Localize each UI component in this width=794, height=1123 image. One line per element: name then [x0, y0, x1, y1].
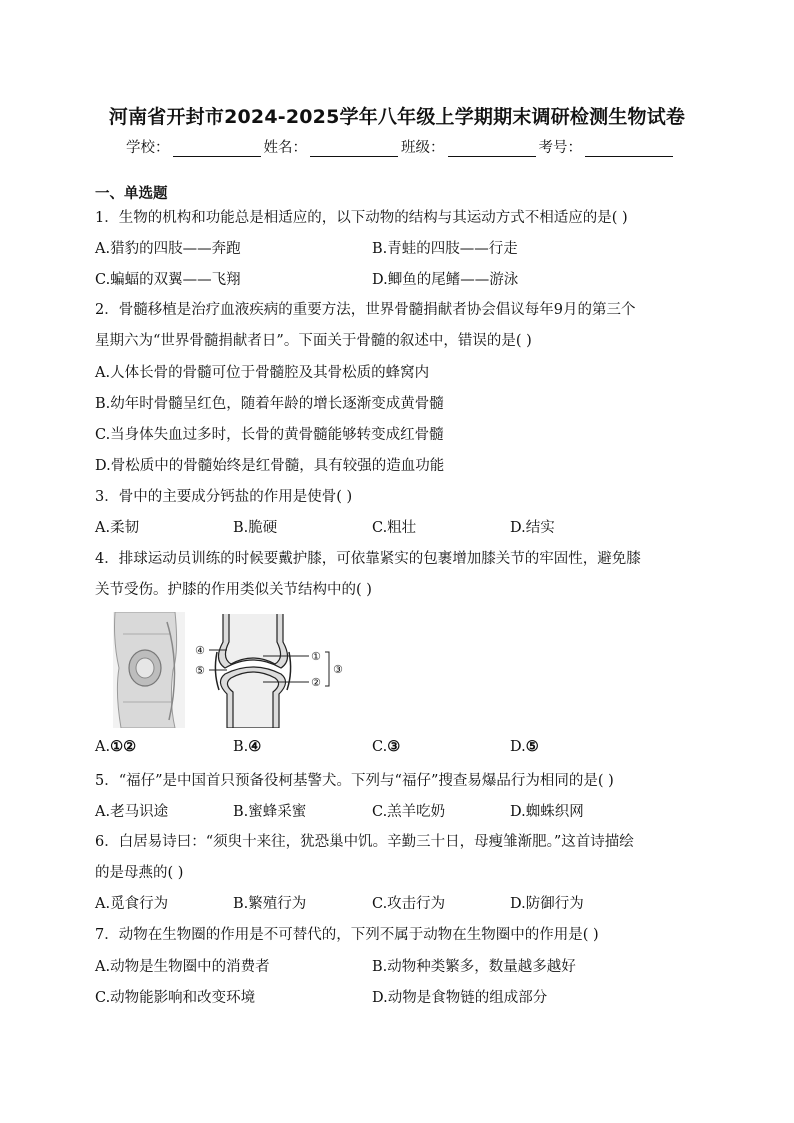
- name-label: 姓名：: [263, 140, 307, 156]
- class-blank[interactable]: [448, 140, 536, 157]
- joint-diagram: [209, 614, 329, 728]
- question-3-stem: 3．骨中的主要成分钙盐的作用是使骨( ): [95, 489, 353, 505]
- q4-option-d-letter: D.: [510, 739, 526, 755]
- q6-option-a[interactable]: A.觅食行为: [95, 896, 169, 912]
- q5-option-c[interactable]: C.羔羊吃奶: [372, 804, 446, 820]
- knee-figure: [113, 612, 353, 728]
- q4-option-d[interactable]: [510, 738, 539, 755]
- q7-option-c[interactable]: C.动物能影响和改变环境: [95, 990, 256, 1006]
- q4-option-b-letter: B.: [233, 739, 249, 755]
- q4-option-d-mark: ⑤: [525, 738, 539, 755]
- question-4-stem-line2: 关节受伤。护膝的作用类似关节结构中的( ): [95, 582, 372, 598]
- class-label: 班级：: [401, 140, 445, 156]
- q7-option-b[interactable]: B.动物种类繁多，数量越多越好: [372, 959, 576, 975]
- q4-option-c[interactable]: [372, 738, 400, 755]
- question-6-stem-line1: 6．白居易诗曰：“须臾十来往，犹恐巢中饥。辛勤三十日，母瘦雏渐肥。”这首诗描绘: [95, 834, 634, 850]
- q5-option-d[interactable]: D.蜘蛛织网: [510, 804, 584, 820]
- exam-number-label: 考号：: [538, 140, 582, 156]
- question-2-stem-line1: 2．骨髓移植是治疗血液疾病的重要方法，世界骨髓捐献者协会倡议每年9月的第三个: [95, 302, 636, 318]
- q4-option-c-mark: ③: [387, 738, 401, 755]
- q6-option-b[interactable]: B.繁殖行为: [233, 896, 307, 912]
- q7-option-a[interactable]: A.动物是生物圈中的消费者: [95, 959, 270, 975]
- q3-option-a[interactable]: A.柔韧: [95, 520, 140, 536]
- name-blank[interactable]: [310, 140, 398, 157]
- student-info-row: [126, 136, 676, 157]
- q1-option-b[interactable]: B.青蛙的四肢——行走: [372, 241, 518, 257]
- figure-label-5: ⑤: [195, 664, 205, 677]
- q5-option-b[interactable]: B.蜜蜂采蜜: [233, 804, 307, 820]
- figure-label-1: ①: [311, 650, 321, 663]
- q1-option-c[interactable]: C.蝙蝠的双翼——飞翔: [95, 272, 241, 288]
- q3-option-c[interactable]: C.粗壮: [372, 520, 417, 536]
- question-1-stem: 1．生物的机构和功能总是相适应的，以下动物的结构与其运动方式不相适应的是( ): [95, 210, 628, 226]
- q6-option-d[interactable]: D.防御行为: [510, 896, 584, 912]
- page-title: 河南省开封市2024-2025学年八年级上学期期末调研检测生物试卷: [108, 106, 686, 128]
- question-2-stem-line2: 星期六为“世界骨髓捐献者日”。下面关于骨髓的叙述中，错误的是( ): [95, 333, 532, 349]
- q4-option-b[interactable]: [233, 738, 261, 755]
- figure-label-3: ③: [333, 663, 343, 676]
- q4-option-a[interactable]: [95, 738, 136, 755]
- knee-diagram: [113, 612, 353, 728]
- q2-option-d[interactable]: D.骨松质中的骨髓始终是红骨髓，具有较强的造血功能: [95, 458, 445, 474]
- q3-option-d[interactable]: D.结实: [510, 520, 555, 536]
- q4-option-b-mark: ④: [248, 738, 262, 755]
- q7-option-d[interactable]: D.动物是食物链的组成部分: [372, 990, 548, 1006]
- knee-brace-image: [113, 612, 185, 728]
- q1-option-a[interactable]: A.猎豹的四肢——奔跑: [95, 241, 241, 257]
- section-title: 一、单选题: [95, 186, 168, 202]
- question-4-stem-line1: 4．排球运动员训练的时候要戴护膝，可依靠紧实的包裹增加膝关节的牢固性，避免膝: [95, 551, 641, 567]
- question-6-stem-line2: 的是母燕的( ): [95, 865, 184, 881]
- q4-option-a-letter: A.: [95, 739, 111, 755]
- school-label: 学校：: [126, 140, 170, 156]
- q4-option-a-mark: ①②: [110, 738, 137, 755]
- q2-option-a[interactable]: A.人体长骨的骨髓可位于骨髓腔及其骨松质的蜂窝内: [95, 365, 430, 381]
- school-blank[interactable]: [173, 140, 261, 157]
- exam-number-blank[interactable]: [585, 140, 673, 157]
- q3-option-b[interactable]: B.脆硬: [233, 520, 278, 536]
- q1-option-d[interactable]: D.鲫鱼的尾鳍——游泳: [372, 272, 519, 288]
- question-7-stem: 7．动物在生物圈的作用是不可替代的，下列不属于动物在生物圈中的作用是( ): [95, 927, 599, 943]
- q4-option-c-letter: C.: [372, 739, 388, 755]
- q2-option-c[interactable]: C.当身体失血过多时，长骨的黄骨髓能够转变成红骨髓: [95, 427, 444, 443]
- q6-option-c[interactable]: C.攻击行为: [372, 896, 446, 912]
- question-5-stem: 5．“福仔”是中国首只预备役柯基警犬。下列与“福仔”搜查易爆品行为相同的是( ): [95, 773, 614, 789]
- q5-option-a[interactable]: A.老马识途: [95, 804, 169, 820]
- figure-label-2: ②: [311, 676, 321, 689]
- figure-label-4: ④: [195, 644, 205, 657]
- q2-option-b[interactable]: B.幼年时骨髓呈红色，随着年龄的增长逐渐变成黄骨髓: [95, 396, 444, 412]
